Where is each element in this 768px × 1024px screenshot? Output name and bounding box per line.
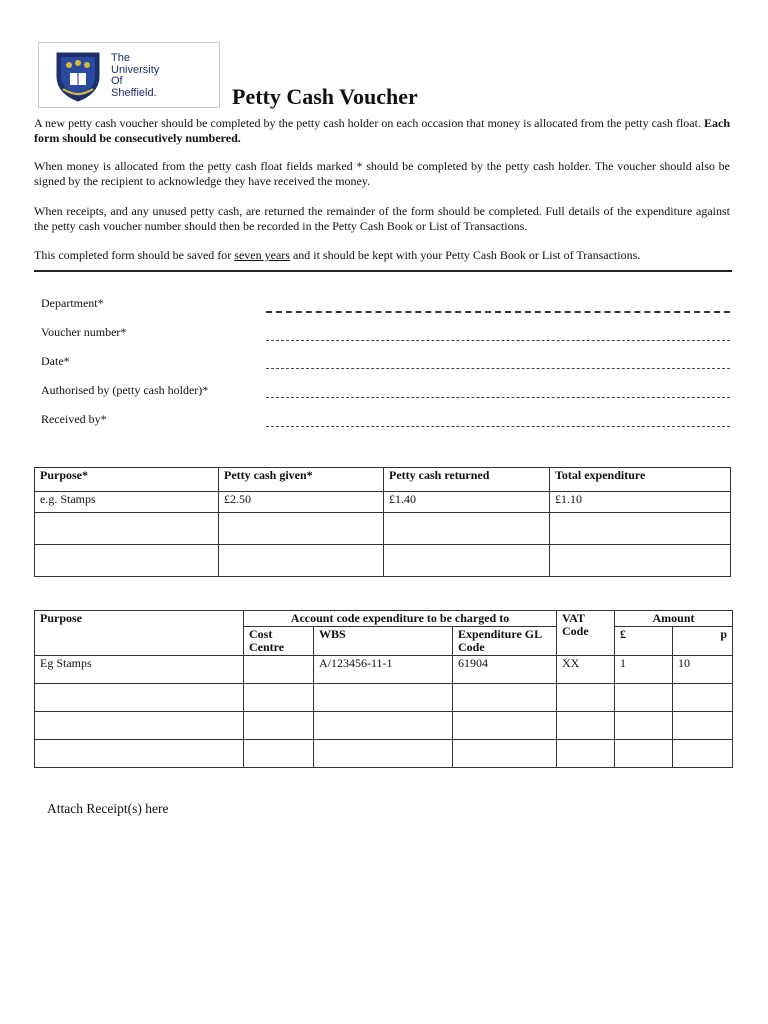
detail-cell[interactable]: [35, 684, 244, 712]
detail-cell[interactable]: [673, 740, 733, 768]
department-label: Department*: [41, 296, 104, 310]
detail-header-cost-centre: Cost Centre: [244, 627, 314, 656]
received-by-field[interactable]: [266, 426, 730, 427]
summary-table: [34, 467, 731, 577]
detail-example-pence: 10: [673, 656, 733, 684]
shield-crest-icon: [53, 49, 103, 103]
summary-cell[interactable]: [384, 545, 550, 577]
detail-cell[interactable]: [314, 684, 453, 712]
logo-line-3: Of: [111, 75, 123, 87]
intro-text-1a: A new petty cash voucher should be completed by the petty cash holder on each occasion that money is allocated from the petty cash float.: [34, 116, 701, 130]
voucher-number-label: Voucher number*: [41, 325, 127, 339]
detail-entry-row: [35, 740, 733, 768]
logo-line-2: University: [111, 63, 160, 76]
detail-header-gl-code: Expenditure GL Code: [453, 627, 557, 656]
summary-header-purpose: Purpose*: [35, 468, 219, 492]
summary-cell[interactable]: [384, 513, 550, 545]
university-logo: [38, 42, 220, 108]
detail-header-pounds: £: [615, 627, 673, 656]
department-field[interactable]: [266, 311, 730, 313]
detail-cell[interactable]: [557, 684, 615, 712]
detail-example-wbs: A/123456-11-1: [314, 656, 453, 684]
intro-paragraph-1: [34, 116, 730, 146]
received-by-label: Received by*: [41, 412, 107, 426]
summary-cell[interactable]: [219, 545, 384, 577]
logo-line-1: The: [111, 52, 130, 64]
detail-entry-row: [35, 684, 733, 712]
detail-example-row: [35, 656, 733, 684]
attach-receipts-label: Attach Receipt(s) here: [47, 801, 169, 816]
detail-cell[interactable]: [244, 740, 314, 768]
detail-cell[interactable]: [314, 740, 453, 768]
date-field[interactable]: [266, 368, 730, 369]
summary-cell[interactable]: [35, 513, 219, 545]
intro-text-4c: and it should be kept with your Petty Cash Book or List of Transactions.: [292, 248, 641, 262]
detail-entry-row: [35, 712, 733, 740]
detail-example-pounds: 1: [615, 656, 673, 684]
detail-cell[interactable]: [615, 740, 673, 768]
summary-example-returned: £1.40: [384, 492, 550, 513]
detail-cell[interactable]: [557, 740, 615, 768]
summary-cell[interactable]: [219, 513, 384, 545]
detail-table: [34, 610, 733, 768]
detail-cell[interactable]: [314, 712, 453, 740]
detail-cell[interactable]: [615, 684, 673, 712]
summary-example-row: [35, 492, 731, 513]
logo-wordmark: [111, 53, 211, 99]
section-divider: [34, 270, 732, 272]
detail-header-purpose: Purpose: [35, 611, 244, 656]
detail-example-purpose: Eg Stamps: [35, 656, 244, 684]
summary-example-total: £1.10: [550, 492, 731, 513]
intro-text-4b: seven years: [234, 248, 290, 262]
page-title: Petty Cash Voucher: [232, 84, 418, 109]
detail-header-amount: Amount: [615, 611, 733, 627]
summary-header-returned: Petty cash returned: [384, 468, 550, 492]
detail-cell[interactable]: [453, 684, 557, 712]
detail-cell[interactable]: [35, 712, 244, 740]
authorised-by-label: Authorised by (petty cash holder)*: [41, 383, 209, 397]
summary-example-purpose: e.g. Stamps: [35, 492, 219, 513]
detail-cell[interactable]: [557, 712, 615, 740]
summary-cell[interactable]: [35, 545, 219, 577]
intro-text-1b: Each form should be consecutively numbered.: [34, 116, 731, 145]
detail-example-cost-centre: [244, 656, 314, 684]
detail-example-vat: XX: [557, 656, 615, 684]
detail-cell[interactable]: [673, 712, 733, 740]
detail-header-wbs: WBS: [314, 627, 453, 656]
detail-header-row-1: [35, 611, 733, 627]
summary-cell[interactable]: [550, 513, 731, 545]
detail-cell[interactable]: [35, 740, 244, 768]
detail-cell[interactable]: [453, 740, 557, 768]
detail-header-account-code: Account code expenditure to be charged to: [244, 611, 557, 627]
summary-header-total: Total expenditure: [550, 468, 731, 492]
detail-header-vat: VAT Code: [557, 611, 615, 656]
summary-entry-row: [35, 545, 731, 577]
detail-cell[interactable]: [673, 684, 733, 712]
summary-header-given: Petty cash given*: [219, 468, 384, 492]
authorised-by-field[interactable]: [266, 397, 730, 398]
summary-cell[interactable]: [550, 545, 731, 577]
detail-header-pence: p: [673, 627, 733, 656]
summary-example-given: £2.50: [219, 492, 384, 513]
detail-cell[interactable]: [244, 712, 314, 740]
logo-line-4: Sheffield.: [111, 86, 157, 99]
date-label: Date*: [41, 354, 70, 368]
detail-cell[interactable]: [453, 712, 557, 740]
intro-paragraph-3: When receipts, and any unused petty cash, are returned the remainder of the form should be completed. Full details of the expenditure against the petty cash voucher number should then be recorded in the Petty Cash Book or List of Transactions.: [34, 204, 730, 233]
detail-example-gl-code: 61904: [453, 656, 557, 684]
intro-paragraph-2: When money is allocated from the petty cash float fields marked * should be completed by the petty cash holder. The voucher should also be signed by the recipient to acknowledge they have received the money.: [34, 159, 730, 188]
detail-cell[interactable]: [615, 712, 673, 740]
summary-header-row: [35, 468, 731, 492]
summary-entry-row: [35, 513, 731, 545]
voucher-number-field[interactable]: [266, 340, 730, 341]
detail-cell[interactable]: [244, 684, 314, 712]
intro-paragraph-4: [34, 248, 730, 263]
intro-text-4a: This completed form should be saved for: [34, 248, 232, 262]
